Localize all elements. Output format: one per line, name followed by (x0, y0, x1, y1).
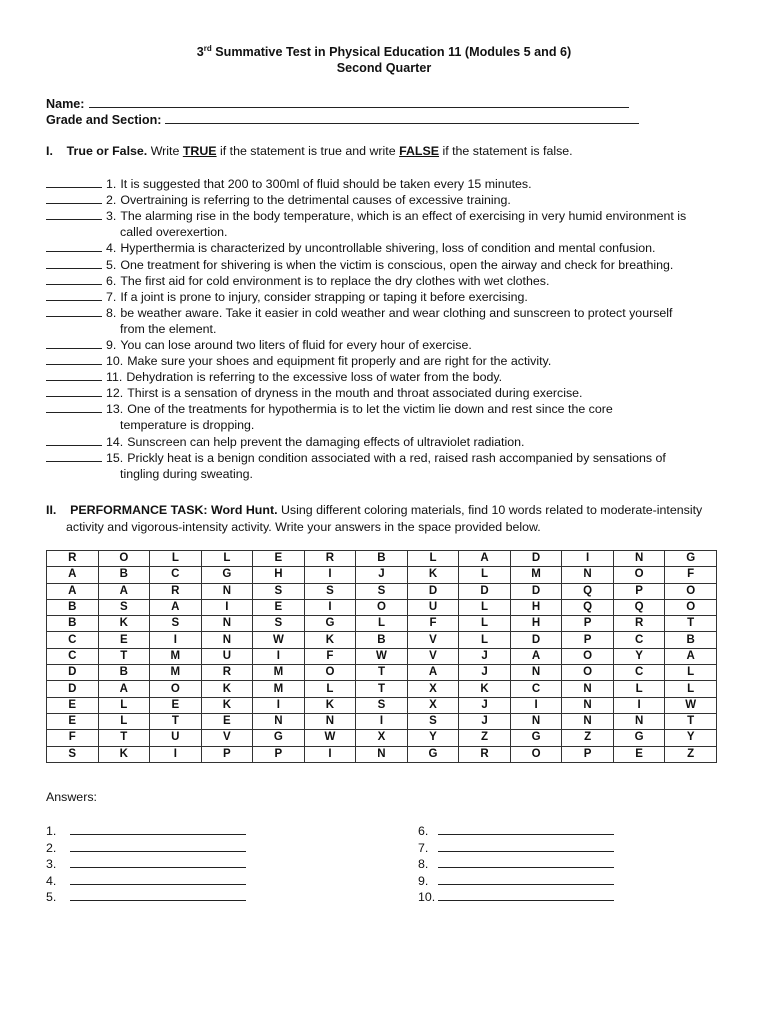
grid-letter[interactable]: O (150, 681, 202, 697)
grid-letter[interactable]: W (665, 697, 717, 713)
grid-letter[interactable]: N (613, 713, 665, 729)
grid-letter[interactable]: S (304, 583, 356, 599)
answer-blank[interactable] (46, 176, 102, 188)
grid-letter[interactable]: K (304, 697, 356, 713)
grid-letter[interactable]: W (304, 730, 356, 746)
item-text: Thirst is a sensation of dryness in the mouth and throat associated during exercise. (127, 386, 583, 401)
grid-letter[interactable]: O (613, 567, 665, 583)
grid-letter[interactable]: T (98, 648, 150, 664)
grid-letter[interactable]: E (201, 713, 253, 729)
grid-letter[interactable]: M (510, 567, 562, 583)
grid-letter[interactable]: N (201, 632, 253, 648)
grid-letter[interactable]: D (510, 632, 562, 648)
grid-letter[interactable]: I (253, 697, 305, 713)
grid-letter[interactable]: I (253, 648, 305, 664)
item-text: Dehydration is referring to the excessive loss of water from the body. (126, 370, 503, 385)
grid-letter[interactable]: D (459, 583, 511, 599)
answer-entry (418, 889, 614, 904)
grid-letter[interactable]: O (510, 746, 562, 762)
item-number: 7. (106, 289, 117, 304)
answer-line[interactable] (70, 856, 246, 868)
grid-letter[interactable]: T (356, 681, 408, 697)
grid-letter[interactable]: L (459, 599, 511, 615)
grid-letter[interactable]: G (665, 551, 717, 567)
grid-letter[interactable]: B (356, 551, 408, 567)
grid-letter[interactable]: N (356, 746, 408, 762)
grid-letter[interactable]: E (253, 599, 305, 615)
grid-letter[interactable]: G (407, 746, 459, 762)
grid-letter[interactable]: L (304, 681, 356, 697)
section-2-instructions: II. PERFORMANCE TASK: Word Hunt. Using different coloring materials, find 10 words related to moderate-intensity activity and vigorous-intensity activity. Write your answers in the space provided below. (46, 503, 703, 534)
grid-letter[interactable]: R (304, 551, 356, 567)
grid-letter[interactable]: L (201, 551, 253, 567)
grid-letter[interactable]: L (665, 681, 717, 697)
answer-line[interactable] (438, 823, 614, 835)
grid-letter[interactable]: M (253, 681, 305, 697)
grid-letter[interactable]: U (150, 730, 202, 746)
answer-line[interactable] (70, 840, 246, 852)
grid-letter[interactable]: N (253, 713, 305, 729)
item-text-continued: tingling during sweating. (120, 466, 253, 481)
grid-letter[interactable]: V (407, 648, 459, 664)
true-false-item (46, 176, 726, 192)
answer-entry (46, 823, 246, 838)
grid-letter[interactable]: A (98, 583, 150, 599)
answer-entry (46, 873, 246, 888)
answer-blank[interactable] (46, 369, 102, 381)
grid-letter[interactable]: C (613, 665, 665, 681)
grid-letter[interactable]: I (562, 551, 614, 567)
grid-letter[interactable]: S (253, 616, 305, 632)
item-number: 4. (106, 241, 117, 256)
grade-section-line[interactable] (165, 111, 639, 124)
grid-letter[interactable]: P (562, 746, 614, 762)
grid-letter[interactable]: Q (562, 583, 614, 599)
grid-row (47, 648, 717, 664)
grid-letter[interactable]: R (47, 551, 99, 567)
grid-letter[interactable]: I (304, 599, 356, 615)
item-number: 6. (106, 273, 117, 288)
answer-number: 7. (418, 840, 429, 855)
page-subtitle: Second Quarter (336, 61, 432, 75)
grid-letter[interactable]: S (356, 697, 408, 713)
grid-letter[interactable]: S (253, 583, 305, 599)
item-text: Sunscreen can help prevent the damaging effects of ultraviolet radiation. (127, 434, 525, 449)
grid-letter[interactable]: A (407, 665, 459, 681)
item-text: It is suggested that 200 to 300ml of fluid should be taken every 15 minutes. (120, 177, 532, 191)
item-text-continued: called overexertion. (120, 225, 228, 240)
grid-letter[interactable]: I (613, 697, 665, 713)
grid-letter[interactable]: D (47, 681, 99, 697)
grid-letter[interactable]: I (150, 746, 202, 762)
grid-letter[interactable]: D (510, 551, 562, 567)
grid-letter[interactable]: B (356, 632, 408, 648)
grid-letter[interactable]: X (407, 697, 459, 713)
true-false-item (46, 289, 726, 305)
grade-section-field[interactable]: Grade and Section: (46, 111, 639, 127)
grid-letter[interactable]: X (356, 730, 408, 746)
grid-letter[interactable]: X (407, 681, 459, 697)
grid-letter[interactable]: E (253, 551, 305, 567)
grid-letter[interactable]: L (150, 551, 202, 567)
item-text: Make sure your shoes and equipment fit properly and are right for the activity. (127, 354, 552, 369)
item-number: 13. (106, 402, 124, 417)
answer-blank[interactable] (46, 401, 102, 413)
grid-letter[interactable]: C (150, 567, 202, 583)
grid-letter[interactable]: L (407, 551, 459, 567)
grid-row (47, 551, 717, 567)
item-number: 8. (106, 305, 117, 320)
grid-letter[interactable]: D (407, 583, 459, 599)
grid-letter[interactable]: W (356, 648, 408, 664)
grid-letter[interactable]: P (201, 746, 253, 762)
answer-number: 10. (418, 890, 436, 904)
grid-letter[interactable]: P (613, 583, 665, 599)
grid-letter[interactable]: V (201, 730, 253, 746)
grid-letter[interactable]: B (98, 665, 150, 681)
grid-letter[interactable]: E (150, 697, 202, 713)
answer-line[interactable] (70, 823, 246, 835)
grid-letter[interactable]: K (98, 616, 150, 632)
grid-row (47, 616, 717, 632)
true-false-item (46, 434, 726, 450)
grid-letter[interactable]: I (201, 599, 253, 615)
grid-letter[interactable]: Y (665, 730, 717, 746)
answer-number: 5. (46, 890, 57, 904)
grid-letter[interactable]: N (613, 551, 665, 567)
grid-letter[interactable]: P (562, 616, 614, 632)
answer-blank[interactable] (46, 353, 102, 365)
item-text: The first aid for cold environment is to replace the dry clothes with wet clothes. (120, 273, 550, 288)
answer-line[interactable] (70, 889, 246, 901)
true-false-item (46, 337, 726, 353)
grid-letter[interactable]: N (562, 713, 614, 729)
grid-row (47, 713, 717, 729)
grid-letter[interactable]: C (510, 681, 562, 697)
grid-letter[interactable]: K (201, 697, 253, 713)
answer-line[interactable] (438, 889, 614, 901)
grid-letter[interactable]: F (47, 730, 99, 746)
grid-letter[interactable]: I (304, 746, 356, 762)
true-false-item (46, 240, 726, 256)
section-1-instructions: I. True or False. Write TRUE if the statement is true and write FALSE if the statement is false. (46, 144, 573, 158)
true-false-item (46, 273, 726, 289)
grid-letter[interactable]: K (304, 632, 356, 648)
answer-entry (46, 840, 246, 855)
grid-letter[interactable]: M (253, 665, 305, 681)
grid-letter[interactable]: Y (407, 730, 459, 746)
grid-letter[interactable]: R (613, 616, 665, 632)
grid-letter[interactable]: L (665, 665, 717, 681)
grid-letter[interactable]: N (562, 697, 614, 713)
item-text: If a joint is prone to injury, consider strapping or taping it before exercising. (120, 289, 528, 304)
answer-entry (418, 823, 614, 838)
grid-letter[interactable]: O (356, 599, 408, 615)
grid-letter[interactable]: O (304, 665, 356, 681)
grid-letter[interactable]: J (459, 713, 511, 729)
grid-letter[interactable]: J (356, 567, 408, 583)
grid-letter[interactable]: G (253, 730, 305, 746)
grid-letter[interactable]: Z (665, 746, 717, 762)
true-false-item (46, 401, 726, 433)
answer-blank[interactable] (46, 450, 102, 462)
answer-number: 3. (46, 857, 57, 871)
true-false-item (46, 208, 726, 240)
grid-letter[interactable]: C (47, 648, 99, 664)
grid-letter[interactable]: B (47, 599, 99, 615)
grid-letter[interactable]: F (304, 648, 356, 664)
item-text: The alarming rise in the body temperature, which is an effect of exercising in very humid environment is (120, 209, 687, 224)
grid-letter[interactable]: G (201, 567, 253, 583)
item-text: You can lose around two liters of fluid for every hour of exercise. (120, 338, 472, 352)
grid-letter[interactable]: S (356, 583, 408, 599)
grid-letter[interactable]: F (407, 616, 459, 632)
item-number: 9. (106, 338, 117, 352)
grid-letter[interactable]: A (510, 648, 562, 664)
grid-letter[interactable]: G (304, 616, 356, 632)
grid-letter[interactable]: L (459, 632, 511, 648)
grid-letter[interactable]: S (98, 599, 150, 615)
grid-letter[interactable]: D (510, 583, 562, 599)
grid-letter[interactable]: I (510, 697, 562, 713)
grid-row (47, 681, 717, 697)
grid-letter[interactable]: O (98, 551, 150, 567)
grid-row (47, 567, 717, 583)
grid-letter[interactable]: J (459, 665, 511, 681)
grid-letter[interactable]: H (253, 567, 305, 583)
grid-letter[interactable]: N (201, 616, 253, 632)
answer-line[interactable] (438, 840, 614, 852)
grid-letter[interactable]: P (253, 746, 305, 762)
answer-entry (46, 889, 246, 904)
grid-row (47, 599, 717, 615)
grid-letter[interactable]: L (98, 713, 150, 729)
grid-letter[interactable]: T (356, 665, 408, 681)
grid-letter[interactable]: A (665, 648, 717, 664)
answer-number: 6. (418, 824, 429, 838)
answer-entry (418, 873, 614, 888)
item-text: One of the treatments for hypothermia is to let the victim lie down and rest since the core (127, 402, 613, 417)
grid-letter[interactable]: M (150, 665, 202, 681)
grid-letter[interactable]: N (304, 713, 356, 729)
item-number: 2. (106, 193, 117, 208)
grid-letter[interactable]: O (562, 665, 614, 681)
grid-letter[interactable]: I (356, 713, 408, 729)
answer-entry (418, 856, 614, 871)
grid-letter[interactable]: C (613, 632, 665, 648)
grid-letter[interactable]: V (407, 632, 459, 648)
answer-blank[interactable] (46, 337, 102, 349)
grid-letter[interactable]: Z (562, 730, 614, 746)
grid-letter[interactable]: A (98, 681, 150, 697)
grid-letter[interactable]: Q (562, 599, 614, 615)
grid-letter[interactable]: T (665, 713, 717, 729)
grid-letter[interactable]: P (562, 632, 614, 648)
answer-line[interactable] (438, 873, 614, 885)
answers-label: Answers: (46, 790, 97, 804)
grid-letter[interactable]: O (562, 648, 614, 664)
answer-blank[interactable] (46, 208, 102, 220)
grid-letter[interactable]: K (201, 681, 253, 697)
name-field[interactable]: Name: (46, 95, 629, 111)
item-number: 5. (106, 257, 117, 272)
item-number: 3. (106, 209, 117, 224)
true-false-item (46, 369, 726, 385)
grid-letter[interactable]: K (98, 746, 150, 762)
grid-letter[interactable]: B (47, 616, 99, 632)
answer-blank[interactable] (46, 385, 102, 397)
true-false-item (46, 353, 726, 369)
answer-blank[interactable] (46, 192, 102, 204)
grid-letter[interactable]: T (98, 730, 150, 746)
grid-letter[interactable]: Z (459, 730, 511, 746)
grid-letter[interactable]: A (150, 599, 202, 615)
grid-letter[interactable]: L (98, 697, 150, 713)
grid-row (47, 697, 717, 713)
item-text-continued: temperature is dropping. (120, 418, 255, 433)
grid-letter[interactable]: R (150, 583, 202, 599)
word-hunt-grid (46, 550, 717, 763)
answer-number: 4. (46, 873, 57, 888)
grid-letter[interactable]: E (47, 697, 99, 713)
grid-row (47, 746, 717, 762)
true-false-item (46, 305, 726, 337)
grid-letter[interactable]: U (407, 599, 459, 615)
grid-letter[interactable]: K (459, 681, 511, 697)
answer-number: 2. (46, 840, 57, 855)
grid-letter[interactable]: A (459, 551, 511, 567)
answer-blank[interactable] (46, 257, 102, 269)
grid-letter[interactable]: T (150, 713, 202, 729)
true-false-item (46, 385, 726, 401)
answer-blank[interactable] (46, 305, 102, 317)
grid-letter[interactable]: I (150, 632, 202, 648)
true-false-item (46, 257, 726, 273)
grid-letter[interactable]: N (201, 583, 253, 599)
name-line[interactable] (89, 95, 629, 108)
grid-letter[interactable]: S (47, 746, 99, 762)
grid-letter[interactable]: W (253, 632, 305, 648)
grid-letter[interactable]: F (665, 567, 717, 583)
grid-letter[interactable]: L (459, 567, 511, 583)
grid-letter[interactable]: A (47, 583, 99, 599)
answer-number: 8. (418, 857, 429, 871)
grid-letter[interactable]: R (459, 746, 511, 762)
grid-letter[interactable]: I (304, 567, 356, 583)
item-text-continued: from the element. (120, 321, 217, 336)
true-false-item (46, 192, 726, 208)
grid-letter[interactable]: H (510, 616, 562, 632)
item-number: 15. (106, 450, 124, 465)
grid-letter[interactable]: L (356, 616, 408, 632)
item-number: 10. (106, 354, 124, 369)
answer-number: 1. (46, 824, 57, 838)
answer-blank[interactable] (46, 289, 102, 301)
grid-row (47, 730, 717, 746)
grid-letter[interactable]: J (459, 648, 511, 664)
answer-line[interactable] (70, 873, 246, 885)
grid-letter[interactable]: D (47, 665, 99, 681)
item-text: Hyperthermia is characterized by uncontrollable shivering, loss of condition and mental confusion. (120, 241, 656, 256)
grid-letter[interactable]: G (613, 730, 665, 746)
grid-letter[interactable]: O (665, 599, 717, 615)
item-text: Prickly heat is a benign condition associated with a red, raised rash accompanied by sensations of (127, 450, 666, 465)
item-text: Overtraining is referring to the detrimental causes of excessive training. (120, 193, 511, 208)
grid-letter[interactable]: J (459, 697, 511, 713)
answer-blank[interactable] (46, 240, 102, 252)
grid-row (47, 583, 717, 599)
answer-blank[interactable] (46, 434, 102, 446)
item-number: 11. (106, 370, 123, 385)
grid-letter[interactable]: N (510, 713, 562, 729)
grid-letter[interactable]: M (150, 648, 202, 664)
grid-letter[interactable]: H (510, 599, 562, 615)
answer-number: 9. (418, 873, 429, 888)
grid-letter[interactable]: K (407, 567, 459, 583)
grid-letter[interactable]: S (150, 616, 202, 632)
answer-entry (418, 840, 614, 855)
grid-letter[interactable]: T (665, 616, 717, 632)
grid-row (47, 632, 717, 648)
item-text: be weather aware. Take it easier in cold weather and wear clothing and sunscreen to protect yourself (120, 305, 673, 320)
grid-letter[interactable]: G (510, 730, 562, 746)
grid-letter[interactable]: C (47, 632, 99, 648)
grid-letter[interactable]: L (459, 616, 511, 632)
item-number: 12. (106, 386, 124, 401)
item-number: 1. (106, 177, 117, 191)
grid-letter[interactable]: E (613, 746, 665, 762)
grid-letter[interactable]: A (47, 567, 99, 583)
item-text: One treatment for shivering is when the victim is conscious, open the airway and check for breathing. (120, 257, 674, 272)
grid-letter[interactable]: Y (613, 648, 665, 664)
true-false-item (46, 450, 726, 482)
grid-letter[interactable]: B (665, 632, 717, 648)
grid-letter[interactable]: E (98, 632, 150, 648)
grid-letter[interactable]: S (407, 713, 459, 729)
grid-letter[interactable]: N (510, 665, 562, 681)
grid-letter[interactable]: R (201, 665, 253, 681)
grid-row (47, 665, 717, 681)
grid-letter[interactable]: L (613, 681, 665, 697)
grid-letter[interactable]: E (47, 713, 99, 729)
grid-letter[interactable]: U (201, 648, 253, 664)
grid-letter[interactable]: N (562, 681, 614, 697)
grid-letter[interactable]: N (562, 567, 614, 583)
page-title: 3rd Summative Test in Physical Education 11 (Modules 5 and 6) (196, 44, 572, 60)
grid-letter[interactable]: Q (613, 599, 665, 615)
answer-blank[interactable] (46, 273, 102, 285)
answer-line[interactable] (438, 856, 614, 868)
answer-entry (46, 856, 246, 871)
grid-letter[interactable]: O (665, 583, 717, 599)
item-number: 14. (106, 434, 124, 449)
grid-letter[interactable]: B (98, 567, 150, 583)
